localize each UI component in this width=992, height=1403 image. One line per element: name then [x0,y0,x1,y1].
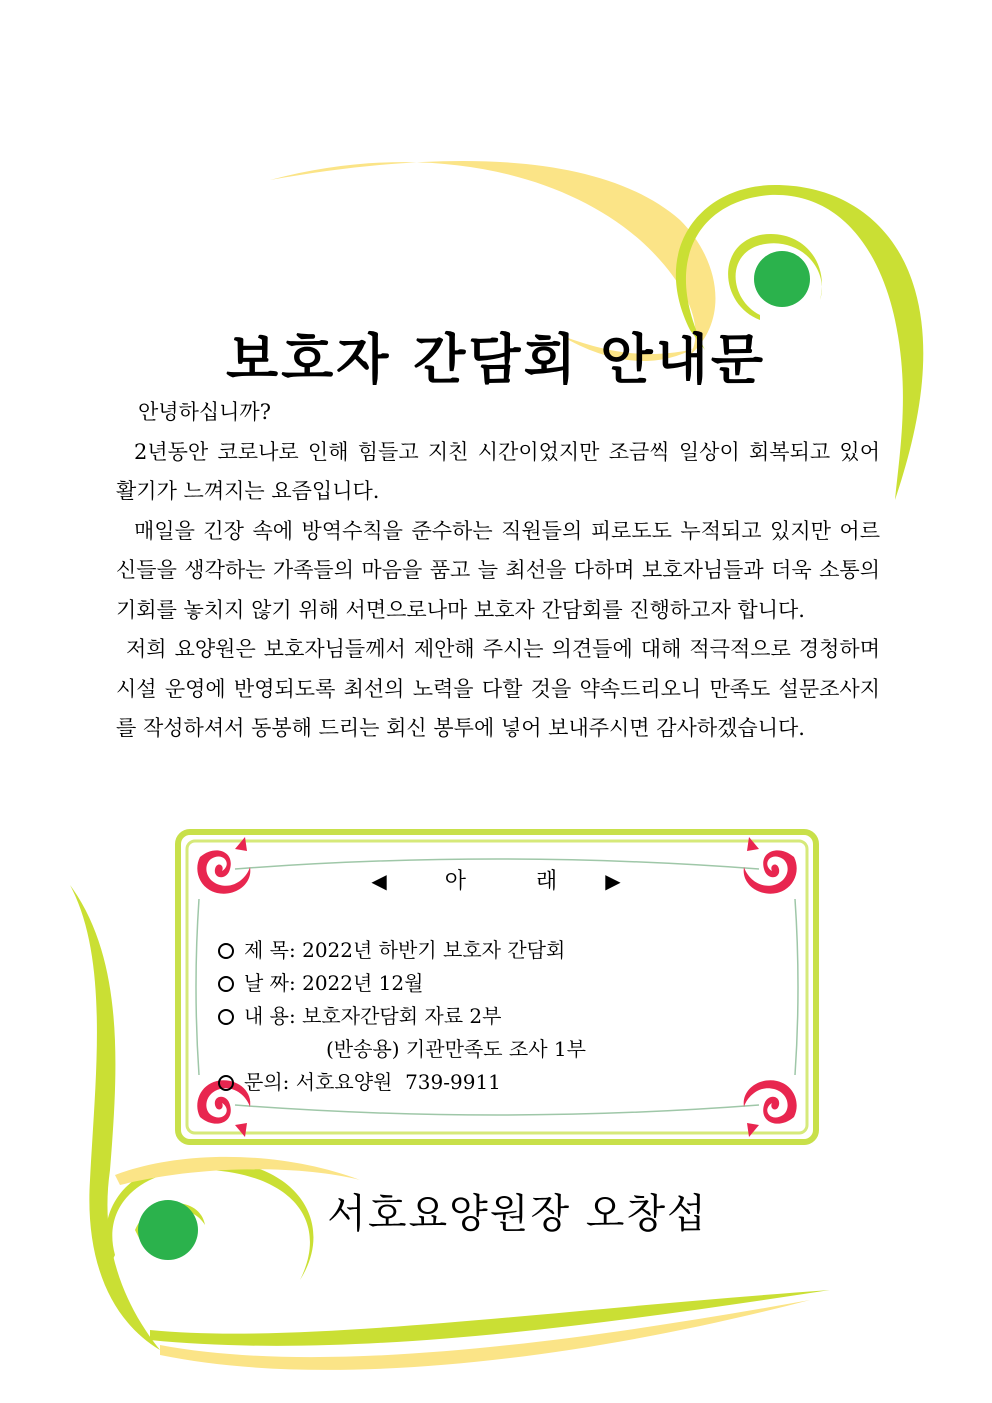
notice-items [218,934,778,1099]
item-value: 2022년 12월 [302,971,424,995]
item-label: 제 목: [244,938,296,962]
item-value: (반송용) 기관만족도 조사 1부 [326,1037,586,1061]
item-label: 내 용: [244,1004,296,1028]
notice-item-date [218,967,778,1000]
paragraph-2: 매일을 긴장 속에 방역수칙을 준수하는 직원들의 피로도도 누적되고 있지만 어르신들을 생각하는 가족들의 마음을 품고 늘 최선을 다하며 보호자님들과 더욱 소통의 기회를 놓치지 않기 위해 서면으로나마 보호자 간담회를 진행하고자 합니다. [116,518,880,622]
left-lime-sweep [70,885,160,1350]
notice-item-contents [218,1000,778,1033]
greeting-text: 안녕하십니까? [138,400,271,424]
item-value: 보호자간담회 자료 2부 [302,1004,502,1028]
item-value: 2022년 하반기 보호자 간담회 [302,938,566,962]
item-label: 날 짜: [244,971,296,995]
circle-bullet-icon [218,1075,234,1091]
notice-heading [0,866,992,897]
paragraph-1: 2년동안 코로나로 인해 힘들고 지친 시간이었지만 조금씩 일상이 회복되고 있어 활기가 느껴지는 요즘입니다. [116,439,880,503]
signature: 서호요양원장 오창섭 [327,1191,708,1237]
notice-item-subject [218,934,778,967]
notice-heading-char-2: 래 [536,869,558,894]
circle-bullet-icon [218,1009,234,1025]
left-triangle-icon: ◀ [371,869,387,893]
page-title: 보호자 간담회 안내문 [225,327,767,392]
paragraph-3: 저희 요양원은 보호자님들께서 제안해 주시는 의견들에 대해 적극적으로 경청하며 시설 운영에 반영되도록 최선의 노력을 다할 것을 약속드리오니 만족도 설문조사지를 작성하셔서 동봉해 드리는 회신 봉투에 넣어 보내주시면 감사하겠습니다. [116,637,880,740]
letter-body [116,393,880,749]
right-triangle-icon: ▶ [605,869,621,893]
circle-bullet-icon [218,976,234,992]
item-label: 문의: [244,1070,290,1094]
notice-item-inquiry [218,1066,778,1099]
item-value: 서호요양원 739-9911 [295,1070,501,1094]
top-right-green-dot [754,251,810,307]
notice-heading-char-1: 아 [444,869,466,894]
circle-bullet-icon [218,943,234,959]
notice-item-contents-continued [218,1033,778,1066]
